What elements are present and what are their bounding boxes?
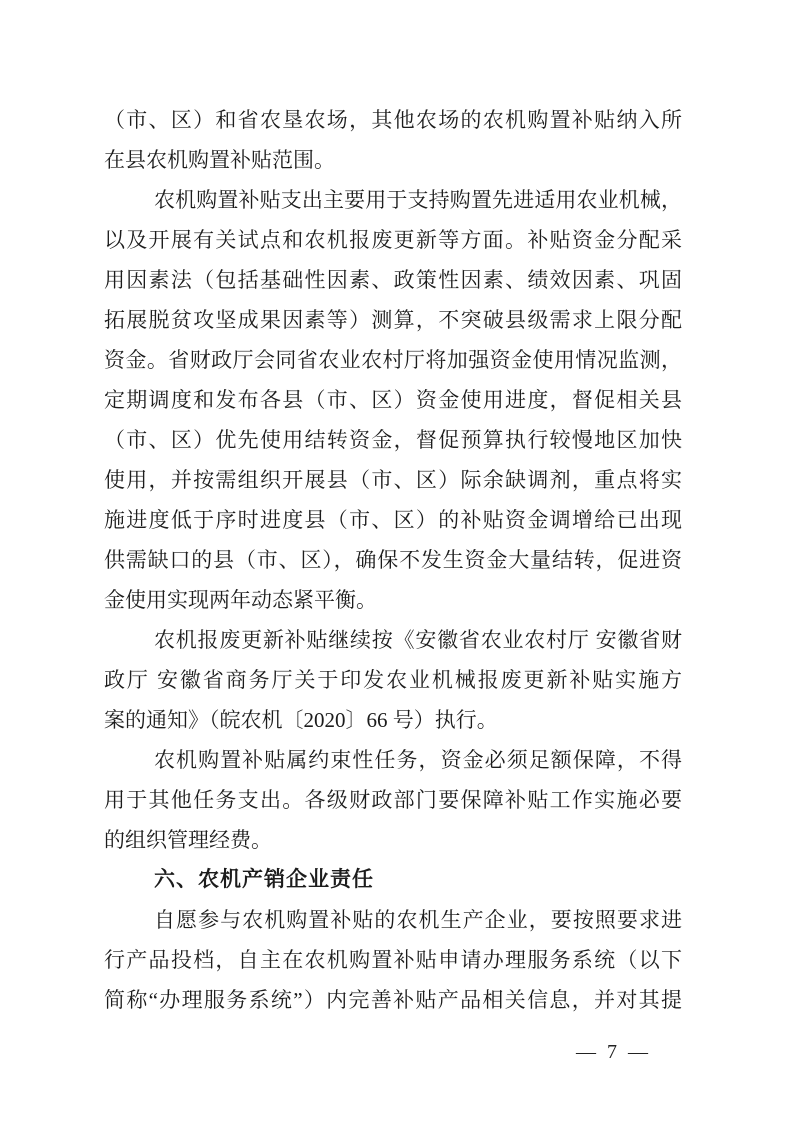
text-line: 的组织管理经费。 bbox=[104, 828, 272, 852]
text-line: 农机购置补贴支出主要用于支持购置先进适用农业机械， bbox=[154, 188, 682, 212]
text-line: 供需缺口的县（市、区），确保不发生资金大量结转，促进资 bbox=[104, 548, 682, 572]
text-line: 用于其他任务支出。各级财政部门要保障补贴工作实施必要 bbox=[104, 788, 682, 812]
text-line: （市、区）优先使用结转资金，督促预算执行较慢地区加快 bbox=[104, 428, 682, 452]
text-line: 定期调度和发布各县（市、区）资金使用进度，督促相关县 bbox=[104, 388, 682, 412]
text-line: 拓展脱贫攻坚成果因素等）测算，不突破县级需求上限分配 bbox=[104, 308, 682, 332]
page-number: — 7 — bbox=[576, 1041, 651, 1063]
text-line: 农机报废更新补贴继续按《安徽省农业农村厅 安徽省财 bbox=[154, 628, 682, 652]
text-line: 行产品投档，自主在农机购置补贴申请办理服务系统（以下 bbox=[104, 948, 682, 972]
text-line: 自愿参与农机购置补贴的农机生产企业，要按照要求进 bbox=[154, 908, 682, 932]
text-line: 政厅 安徽省商务厅关于印发农业机械报废更新补贴实施方 bbox=[104, 668, 682, 692]
text-line: 在县农机购置补贴范围。 bbox=[104, 148, 335, 172]
text-line: 农机购置补贴属约束性任务，资金必须足额保障，不得 bbox=[154, 748, 682, 772]
text-line: 金使用实现两年动态紧平衡。 bbox=[104, 588, 377, 612]
text-line: 用因素法（包括基础性因素、政策性因素、绩效因素、巩固 bbox=[104, 268, 682, 292]
section-heading: 六、农机产销企业责任 bbox=[154, 868, 374, 891]
text-line: 简称“办理服务系统”）内完善补贴产品相关信息，并对其提 bbox=[104, 988, 682, 1012]
text-line: 以及开展有关试点和农机报废更新等方面。补贴资金分配采 bbox=[104, 228, 682, 252]
document-body bbox=[104, 100, 682, 1020]
text-line: （市、区）和省农垦农场，其他农场的农机购置补贴纳入所 bbox=[104, 108, 682, 132]
text-line: 使用，并按需组织开展县（市、区）际余缺调剂，重点将实 bbox=[104, 468, 682, 492]
text-line: 施进度低于序时进度县（市、区）的补贴资金调增给已出现 bbox=[104, 508, 682, 532]
text-line: 案的通知》（皖农机〔2020〕66 号）执行。 bbox=[104, 708, 498, 732]
text-line: 资金。省财政厅会同省农业农村厅将加强资金使用情况监测， bbox=[104, 348, 682, 372]
